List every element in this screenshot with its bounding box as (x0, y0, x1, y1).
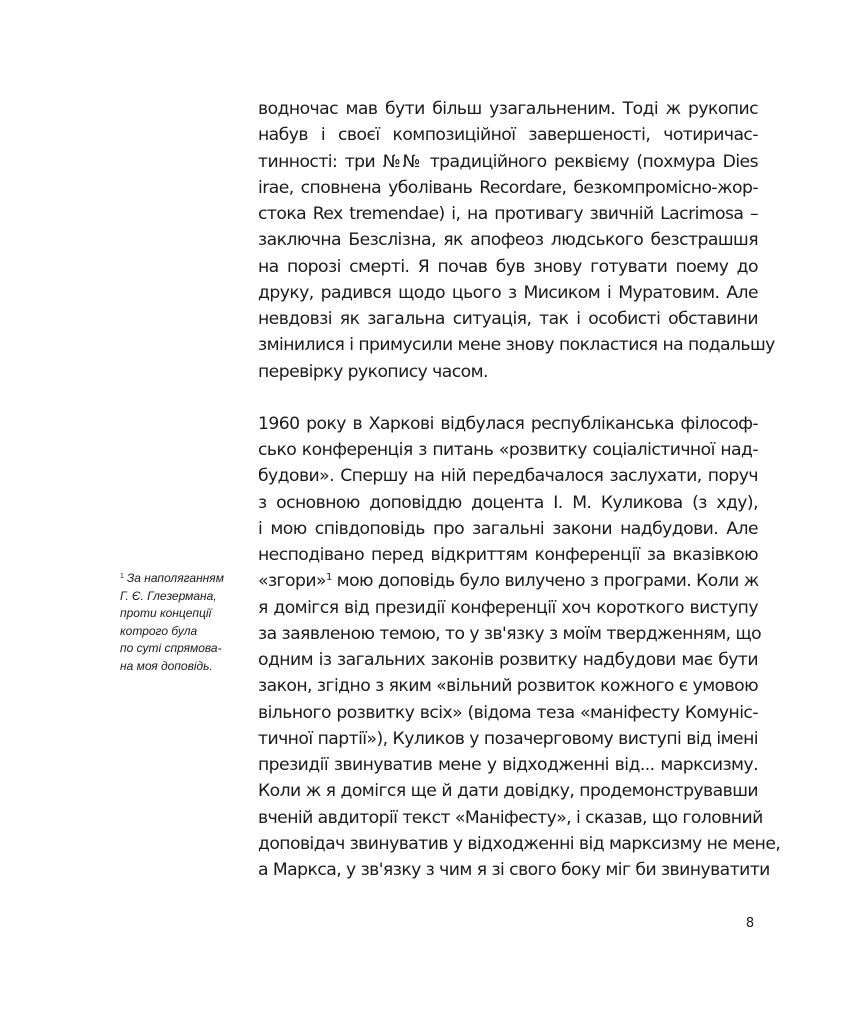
text-line: змінилися і примусили мене знову покластися на подальшу (258, 335, 775, 356)
text-line: irae, сповнена уболівань Recordare, безкомпромісно-жор- (258, 177, 758, 198)
text-line-with-footnote-ref (258, 568, 758, 594)
text-line: Коли ж я домігся ще й дати довідку, продемонструвавши (258, 781, 758, 802)
footnote (120, 568, 245, 675)
text-line: 1960 року в Харкові відбулася республіканська філософ- (258, 413, 758, 434)
line-start: «згори» (258, 571, 326, 592)
footnote-line: проти концепції (120, 606, 212, 620)
text-line: несподівано перед відкриттям конференції за вказівкою (258, 545, 758, 565)
text-line: невдовзі як загальна ситуація, так і особисті обставини (258, 309, 758, 329)
text-line: стока Rex tremendae) і, на противагу звичній Lacrimosa – (258, 204, 758, 224)
footnote-line: Г. Є. Глезермана, (120, 588, 217, 603)
paragraph-2 (258, 411, 781, 884)
text-line: будови». Спершу на ній передбачалося заслухати, поруч (258, 466, 758, 487)
paragraph-1 (258, 96, 775, 385)
footnote-mark: 1 (120, 573, 124, 580)
text-line: друку, радився щодо цього з Мисиком і Муратовим. Але (258, 282, 758, 303)
text-line: одним із загальних законів розвитку надбудови має бути (258, 650, 758, 670)
text-line: водночас мав бути більш узагальненим. Тоді ж рукопис (258, 99, 758, 119)
text-line: на порозі смерті. Я почав був знову готувати поему до (258, 256, 758, 277)
text-line: президії звинуватив мене у відходженні від... марксизму. (258, 755, 758, 775)
text-line: заключна Безслізна, як апофеоз людського безстрашшя (258, 230, 758, 251)
main-text (258, 96, 781, 883)
text-line: я домігся від президії конференції хоч короткого виступу (258, 597, 758, 618)
text-line: набув і своєї композиційної завершеності, чотиричас- (258, 125, 758, 146)
text-line: за заявленою темою, то у зв'язку з моїм твердженням, що (258, 623, 762, 644)
text-line: з основною доповіддю доцента І. М. Куликова (з хду), (258, 492, 758, 513)
text-line: перевірку рукопису часом. (258, 361, 488, 382)
text-line: тинності: три №№ традиційного реквієму (похмура Dies (258, 151, 758, 172)
footnote-line: котрого була (120, 623, 198, 638)
footnote-line: на моя доповідь. (120, 658, 213, 673)
text-line: вільного розвитку всіх» (відома теза «маніфесту Комуніс- (258, 702, 758, 723)
text-line: а Маркса, у зв'язку з чим я зі свого боку міг би звинуватити (258, 860, 770, 880)
footnote-ref[interactable]: 1 (325, 572, 332, 584)
text-line: закон, згідно з яким «вільний розвиток кожного є умовою (258, 676, 759, 697)
footnote-line (120, 568, 245, 588)
text-line: сько конференція з питань «розвитку соціалістичної над- (258, 440, 758, 460)
text-line: і мою співдоповідь про загальні закони надбудови. Але (258, 518, 758, 539)
text-line: тичної партії»), Куликов у позачерговому виступі від імені (258, 728, 758, 749)
line-end: мою доповідь було вилучено з програми. Коли ж (331, 571, 759, 592)
text-line: вченій авдиторії текст «Маніфесту», і сказав, що головний (258, 807, 763, 828)
footnote-line: по суті спрямова- (120, 641, 222, 655)
text-line: доповідач звинуватив у відходженні від марксизму не мене, (258, 833, 781, 854)
footnote-text: За наполяганням (126, 571, 224, 585)
page-number: 8 (745, 916, 755, 931)
